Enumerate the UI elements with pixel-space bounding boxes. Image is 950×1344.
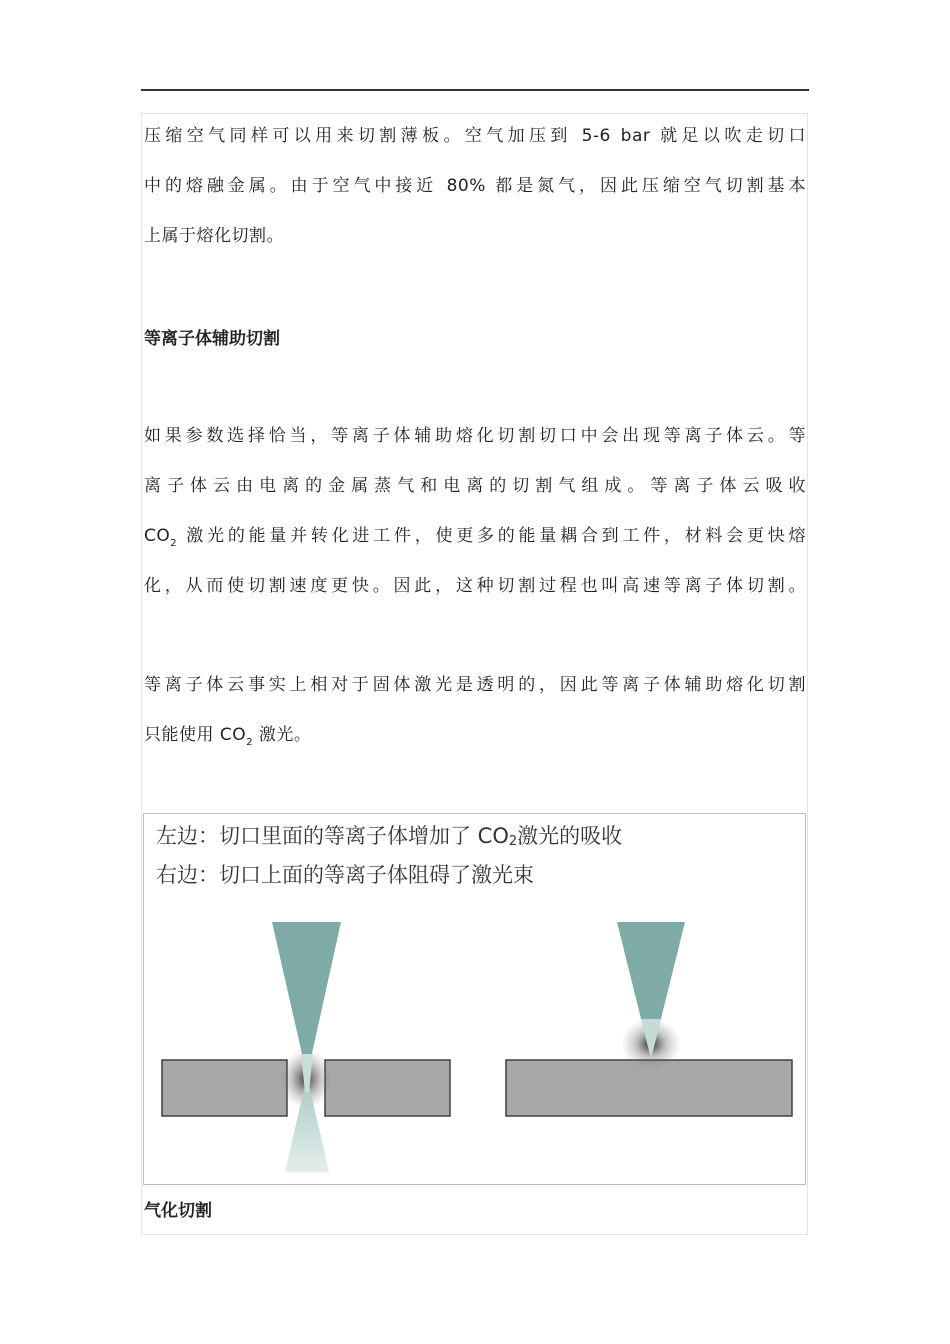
paragraph-line-rest: 激光的能量并转化进工件，使更多的能量耦合到工件，材料会更快熔 xyxy=(177,526,806,546)
caption-text: 左边：切口里面的等离子体增加了 CO xyxy=(156,824,509,848)
subscript: 2 xyxy=(508,834,518,849)
paragraph-line: 中的熔融金属。由于空气中接近 80% 都是氮气，因此压缩空气切割基本 xyxy=(144,176,806,196)
paragraph-line: 离子体云由电离的金属蒸气和电离的切割气组成。等离子体云吸收 xyxy=(144,476,806,496)
paragraph-plasma-cloud xyxy=(144,411,806,611)
subscript: 2 xyxy=(170,538,178,549)
paragraph-line: 化，从而使切割速度更快。因此，这种切割过程也叫高速等离子体切割。 xyxy=(144,576,806,596)
section-heading-vaporization: 气化切割 xyxy=(144,1201,212,1221)
paragraph-line xyxy=(144,725,312,748)
paragraph-line: 压缩空气同样可以用来切割薄板。空气加压到 5-6 bar 就足以吹走切口 xyxy=(144,126,806,146)
header-rule xyxy=(141,89,809,91)
plasma-figure xyxy=(143,813,806,1185)
co2-text: CO xyxy=(144,526,171,546)
workpiece-left-a xyxy=(162,1060,287,1116)
plasma-diagram xyxy=(144,814,806,1185)
paragraph-line-pre: 只能使用 CO xyxy=(144,725,247,745)
paragraph-line: 上属于熔化切割。 xyxy=(144,226,284,246)
laser-beam-upper xyxy=(272,922,341,1076)
paragraph-compressed-air xyxy=(144,111,806,261)
section-heading-plasma: 等离子体辅助切割 xyxy=(144,329,280,349)
paragraph-line: 如果参数选择恰当，等离子体辅助熔化切割切口中会出现等离子体云。等 xyxy=(144,426,806,446)
paragraph-line: 等离子体云事实上相对于固体激光是透明的，因此等离子体辅助熔化切割 xyxy=(144,675,806,695)
caption-text: 激光的吸收 xyxy=(517,824,623,848)
paragraph-line-post: 激光。 xyxy=(253,725,312,745)
subscript: 2 xyxy=(246,737,254,748)
workpiece-left-b xyxy=(325,1060,450,1116)
paragraph-solid-laser xyxy=(144,660,806,760)
paragraph-line xyxy=(144,511,806,561)
figure-caption-right: 右边：切口上面的等离子体阻碍了激光束 xyxy=(156,863,534,887)
